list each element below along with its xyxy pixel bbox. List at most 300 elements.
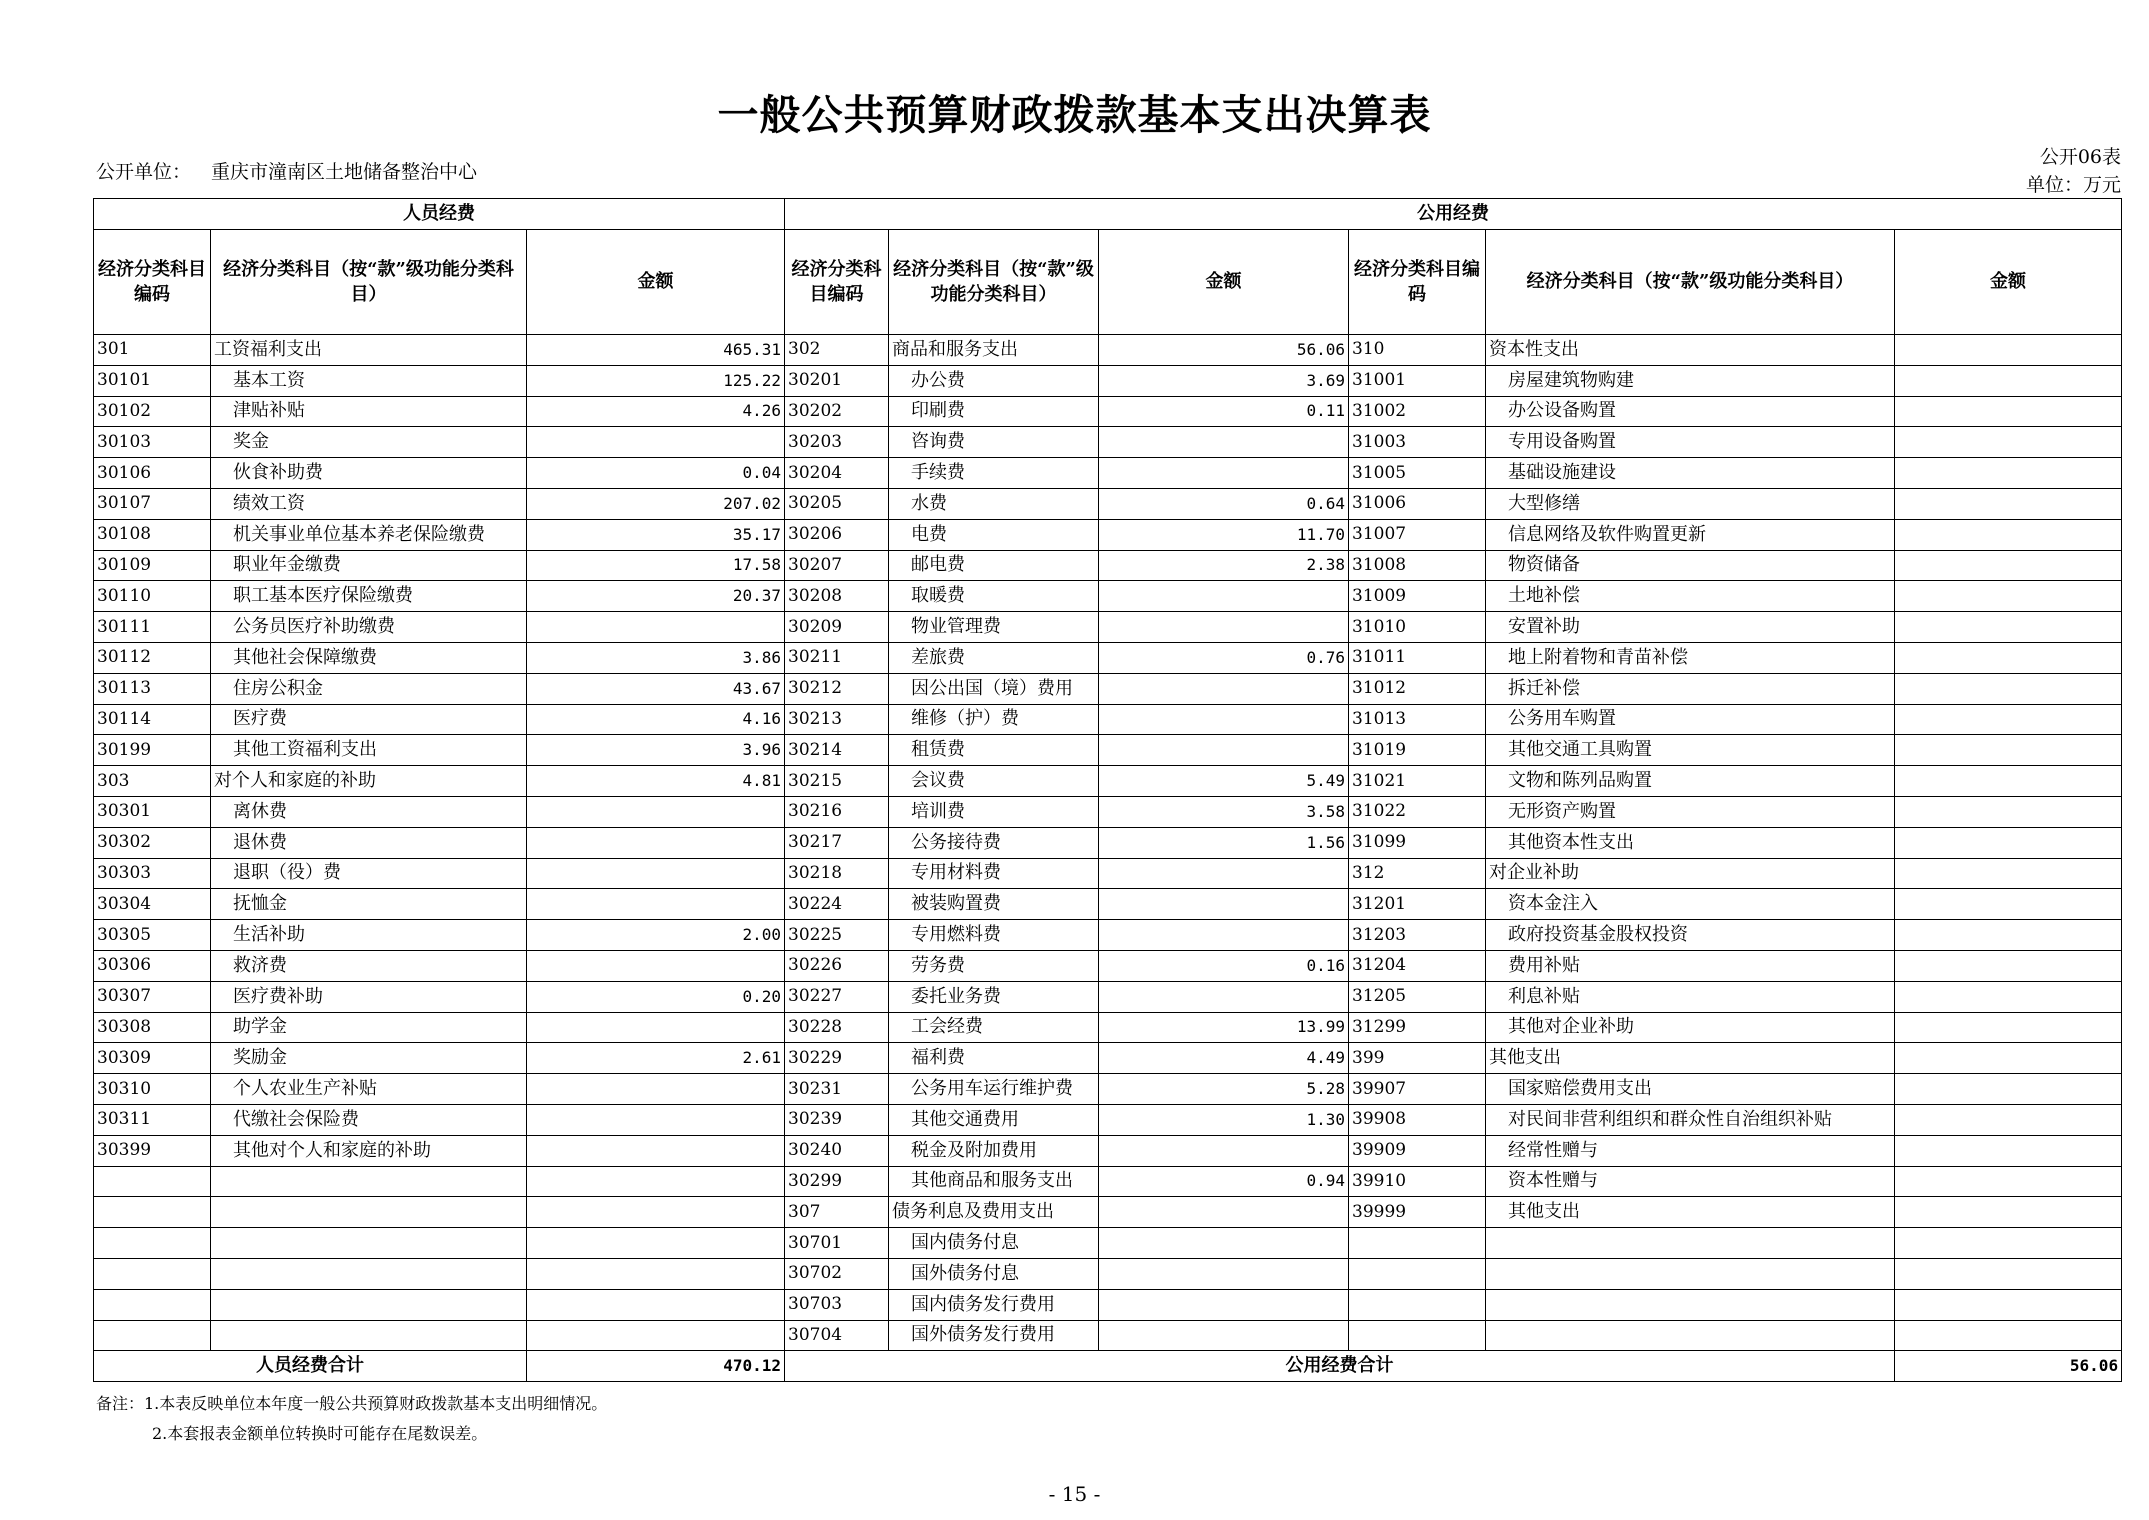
amount-cell: 3.96	[527, 735, 785, 766]
amount-cell	[1099, 889, 1349, 920]
code-cell: 30703	[785, 1289, 889, 1320]
amount-cell: 20.37	[527, 581, 785, 612]
amount-cell	[527, 1104, 785, 1135]
code-cell: 30303	[94, 858, 211, 889]
amount-cell	[1895, 1074, 2122, 1105]
amount-cell	[527, 612, 785, 643]
code-cell: 31008	[1349, 550, 1486, 581]
amount-cell	[1099, 1228, 1349, 1259]
code-cell: 30225	[785, 920, 889, 951]
name-cell: 物资储备	[1486, 550, 1895, 581]
header-code-1: 经济分类科目编码	[94, 230, 211, 335]
name-cell: 基本工资	[211, 365, 527, 396]
code-cell: 31002	[1349, 396, 1486, 427]
code-cell: 30310	[94, 1074, 211, 1105]
name-cell: 奖励金	[211, 1043, 527, 1074]
table-number: 公开06表	[2039, 146, 2121, 168]
code-cell: 303	[94, 766, 211, 797]
name-cell: 专用燃料费	[889, 920, 1099, 951]
code-cell: 31203	[1349, 920, 1486, 951]
page-number: - 15 -	[1048, 1482, 1101, 1506]
name-cell: 邮电费	[889, 550, 1099, 581]
name-cell: 津贴补贴	[211, 396, 527, 427]
name-cell: 政府投资基金股权投资	[1486, 920, 1895, 951]
code-cell: 30108	[94, 519, 211, 550]
code-cell	[1349, 1228, 1486, 1259]
code-cell	[1349, 1258, 1486, 1289]
header-name-3: 经济分类科目（按“款”级功能分类科目）	[1486, 230, 1895, 335]
code-cell: 30102	[94, 396, 211, 427]
table-row	[94, 458, 2122, 489]
code-cell: 39999	[1349, 1197, 1486, 1228]
code-cell	[94, 1228, 211, 1259]
name-cell: 文物和陈列品购置	[1486, 766, 1895, 797]
amount-cell	[1895, 1197, 2122, 1228]
amount-cell	[1895, 889, 2122, 920]
amount-cell	[527, 1197, 785, 1228]
expenditure-table	[93, 198, 2122, 1382]
amount-cell	[1895, 612, 2122, 643]
name-cell: 利息补贴	[1486, 981, 1895, 1012]
code-cell: 31013	[1349, 704, 1486, 735]
table-row	[94, 1135, 2122, 1166]
amount-cell	[1895, 1166, 2122, 1197]
name-cell: 退职（役）费	[211, 858, 527, 889]
code-cell: 30211	[785, 642, 889, 673]
code-cell: 30207	[785, 550, 889, 581]
code-cell: 302	[785, 335, 889, 366]
amount-cell	[527, 1289, 785, 1320]
amount-cell: 43.67	[527, 673, 785, 704]
table-row	[94, 796, 2122, 827]
code-cell: 39909	[1349, 1135, 1486, 1166]
name-cell: 其他对企业补助	[1486, 1012, 1895, 1043]
amount-cell	[527, 1012, 785, 1043]
table-row	[94, 488, 2122, 519]
amount-cell: 4.16	[527, 704, 785, 735]
table-row	[94, 889, 2122, 920]
amount-cell	[1895, 1104, 2122, 1135]
amount-cell: 5.28	[1099, 1074, 1349, 1105]
name-cell: 其他工资福利支出	[211, 735, 527, 766]
name-cell: 公务接待费	[889, 827, 1099, 858]
header-amount-2: 金额	[1099, 230, 1349, 335]
amount-cell: 0.16	[1099, 950, 1349, 981]
amount-cell	[1099, 1135, 1349, 1166]
amount-cell	[1895, 766, 2122, 797]
code-cell: 31099	[1349, 827, 1486, 858]
amount-cell	[1099, 735, 1349, 766]
name-cell: 专用材料费	[889, 858, 1099, 889]
name-cell: 国家赔偿费用支出	[1486, 1074, 1895, 1105]
amount-cell	[1895, 796, 2122, 827]
name-cell: 奖金	[211, 427, 527, 458]
group-public: 公用经费	[785, 199, 2122, 230]
code-cell: 301	[94, 335, 211, 366]
name-cell: 公务用车运行维护费	[889, 1074, 1099, 1105]
notes	[96, 1389, 607, 1449]
name-cell: 资本性支出	[1486, 335, 1895, 366]
code-cell: 31021	[1349, 766, 1486, 797]
code-cell: 31204	[1349, 950, 1486, 981]
name-cell: 咨询费	[889, 427, 1099, 458]
amount-cell	[527, 827, 785, 858]
name-cell: 个人农业生产补贴	[211, 1074, 527, 1105]
code-cell	[94, 1166, 211, 1197]
name-cell: 地上附着物和青苗补偿	[1486, 642, 1895, 673]
amount-cell: 0.64	[1099, 488, 1349, 519]
table-row	[94, 673, 2122, 704]
header-code-3: 经济分类科目编码	[1349, 230, 1486, 335]
amount-cell	[1895, 581, 2122, 612]
code-cell: 30227	[785, 981, 889, 1012]
code-cell	[94, 1320, 211, 1351]
header-amount-1: 金额	[527, 230, 785, 335]
name-cell: 职工基本医疗保险缴费	[211, 581, 527, 612]
code-cell: 307	[785, 1197, 889, 1228]
name-cell: 国内债务付息	[889, 1228, 1099, 1259]
table-row	[94, 858, 2122, 889]
header-name-1: 经济分类科目（按“款”级功能分类科目）	[211, 230, 527, 335]
name-cell: 职业年金缴费	[211, 550, 527, 581]
name-cell: 医疗费	[211, 704, 527, 735]
amount-cell	[1895, 1320, 2122, 1351]
code-cell: 30109	[94, 550, 211, 581]
amount-cell	[1895, 427, 2122, 458]
code-cell: 30229	[785, 1043, 889, 1074]
name-cell: 救济费	[211, 950, 527, 981]
name-cell: 其他交通费用	[889, 1104, 1099, 1135]
name-cell	[211, 1197, 527, 1228]
name-cell: 代缴社会保险费	[211, 1104, 527, 1135]
name-cell: 其他商品和服务支出	[889, 1166, 1099, 1197]
name-cell	[211, 1166, 527, 1197]
code-cell: 31299	[1349, 1012, 1486, 1043]
code-cell: 30302	[94, 827, 211, 858]
name-cell: 会议费	[889, 766, 1099, 797]
amount-cell	[1895, 704, 2122, 735]
table-row	[94, 766, 2122, 797]
code-cell: 30216	[785, 796, 889, 827]
table-row	[94, 1289, 2122, 1320]
amount-cell	[1895, 1135, 2122, 1166]
amount-cell	[1895, 1228, 2122, 1259]
amount-cell	[1895, 920, 2122, 951]
amount-cell	[527, 1258, 785, 1289]
table-row	[94, 612, 2122, 643]
money-unit: 单位：万元	[2025, 174, 2121, 196]
name-cell: 公务员医疗补助缴费	[211, 612, 527, 643]
code-cell: 30306	[94, 950, 211, 981]
header-name-2: 经济分类科目（按“款”级功能分类科目）	[889, 230, 1099, 335]
name-cell: 绩效工资	[211, 488, 527, 519]
code-cell: 30311	[94, 1104, 211, 1135]
table-row	[94, 735, 2122, 766]
amount-cell	[1099, 612, 1349, 643]
amount-cell	[527, 427, 785, 458]
amount-cell	[527, 950, 785, 981]
group-personnel: 人员经费	[94, 199, 785, 230]
amount-cell: 35.17	[527, 519, 785, 550]
name-cell: 退休费	[211, 827, 527, 858]
table-row	[94, 396, 2122, 427]
name-cell: 其他支出	[1486, 1197, 1895, 1228]
table-row	[94, 1320, 2122, 1351]
table-row	[94, 519, 2122, 550]
code-cell: 30212	[785, 673, 889, 704]
amount-cell	[1895, 950, 2122, 981]
amount-cell: 465.31	[527, 335, 785, 366]
name-cell: 委托业务费	[889, 981, 1099, 1012]
code-cell: 30305	[94, 920, 211, 951]
personnel-total-value: 470.12	[527, 1351, 785, 1382]
table-row	[94, 950, 2122, 981]
amount-cell	[1895, 1043, 2122, 1074]
name-cell: 培训费	[889, 796, 1099, 827]
name-cell	[211, 1258, 527, 1289]
amount-cell	[1895, 858, 2122, 889]
amount-cell	[1895, 365, 2122, 396]
name-cell	[1486, 1228, 1895, 1259]
amount-cell	[1099, 1289, 1349, 1320]
amount-cell	[1099, 1197, 1349, 1228]
amount-cell: 1.30	[1099, 1104, 1349, 1135]
name-cell	[1486, 1320, 1895, 1351]
amount-cell	[1099, 858, 1349, 889]
name-cell: 医疗费补助	[211, 981, 527, 1012]
amount-cell: 4.26	[527, 396, 785, 427]
table-row	[94, 827, 2122, 858]
note-2: 2.本套报表金额单位转换时可能存在尾数误差。	[152, 1424, 488, 1443]
amount-cell	[1895, 642, 2122, 673]
name-cell: 伙食补助费	[211, 458, 527, 489]
code-cell	[1349, 1320, 1486, 1351]
name-cell	[1486, 1258, 1895, 1289]
amount-cell: 0.20	[527, 981, 785, 1012]
amount-cell	[1099, 673, 1349, 704]
amount-cell	[1099, 1320, 1349, 1351]
name-cell: 税金及附加费用	[889, 1135, 1099, 1166]
code-cell: 30204	[785, 458, 889, 489]
name-cell: 国外债务付息	[889, 1258, 1099, 1289]
name-cell: 办公设备购置	[1486, 396, 1895, 427]
amount-cell	[1895, 458, 2122, 489]
code-cell: 310	[1349, 335, 1486, 366]
code-cell: 30209	[785, 612, 889, 643]
code-cell: 30304	[94, 889, 211, 920]
header-amount-3: 金额	[1895, 230, 2122, 335]
name-cell: 拆迁补偿	[1486, 673, 1895, 704]
table-row	[94, 642, 2122, 673]
code-cell: 31201	[1349, 889, 1486, 920]
name-cell: 印刷费	[889, 396, 1099, 427]
amount-cell	[1895, 550, 2122, 581]
name-cell: 被装购置费	[889, 889, 1099, 920]
code-cell: 30308	[94, 1012, 211, 1043]
name-cell: 工会经费	[889, 1012, 1099, 1043]
page-title: 一般公共预算财政拨款基本支出决算表	[717, 91, 1432, 139]
name-cell: 对企业补助	[1486, 858, 1895, 889]
code-cell: 30309	[94, 1043, 211, 1074]
code-cell: 30231	[785, 1074, 889, 1105]
reporting-unit	[96, 157, 497, 184]
name-cell: 国内债务发行费用	[889, 1289, 1099, 1320]
code-cell: 30103	[94, 427, 211, 458]
amount-cell	[1099, 704, 1349, 735]
name-cell: 其他对个人和家庭的补助	[211, 1135, 527, 1166]
code-cell: 30240	[785, 1135, 889, 1166]
code-cell: 30113	[94, 673, 211, 704]
reporting-unit-label: 公开单位：	[96, 161, 192, 183]
amount-cell	[527, 796, 785, 827]
table-row	[94, 981, 2122, 1012]
name-cell: 租赁费	[889, 735, 1099, 766]
code-cell: 31003	[1349, 427, 1486, 458]
code-cell: 30701	[785, 1228, 889, 1259]
code-cell: 30307	[94, 981, 211, 1012]
amount-cell	[1895, 1289, 2122, 1320]
name-cell: 劳务费	[889, 950, 1099, 981]
table-row	[94, 1197, 2122, 1228]
amount-cell: 11.70	[1099, 519, 1349, 550]
code-cell: 30702	[785, 1258, 889, 1289]
name-cell: 费用补贴	[1486, 950, 1895, 981]
name-cell: 生活补助	[211, 920, 527, 951]
amount-cell: 0.94	[1099, 1166, 1349, 1197]
code-cell	[94, 1289, 211, 1320]
amount-cell: 5.49	[1099, 766, 1349, 797]
column-header-row	[94, 230, 2122, 335]
amount-cell: 3.86	[527, 642, 785, 673]
amount-cell: 207.02	[527, 488, 785, 519]
amount-cell	[1099, 920, 1349, 951]
code-cell: 31007	[1349, 519, 1486, 550]
name-cell: 大型修缮	[1486, 488, 1895, 519]
code-cell: 312	[1349, 858, 1486, 889]
reporting-unit-name: 重庆市潼南区土地储备整治中心	[211, 161, 478, 183]
amount-cell	[527, 1074, 785, 1105]
code-cell: 30217	[785, 827, 889, 858]
code-cell: 30203	[785, 427, 889, 458]
amount-cell	[527, 1135, 785, 1166]
amount-cell	[1895, 335, 2122, 366]
code-cell: 30218	[785, 858, 889, 889]
code-cell: 31001	[1349, 365, 1486, 396]
amount-cell	[1099, 581, 1349, 612]
name-cell: 离休费	[211, 796, 527, 827]
name-cell: 住房公积金	[211, 673, 527, 704]
amount-cell	[1895, 519, 2122, 550]
name-cell: 水费	[889, 488, 1099, 519]
table-row	[94, 335, 2122, 366]
code-cell: 30399	[94, 1135, 211, 1166]
name-cell: 资本性赠与	[1486, 1166, 1895, 1197]
name-cell: 经常性赠与	[1486, 1135, 1895, 1166]
name-cell: 国外债务发行费用	[889, 1320, 1099, 1351]
code-cell: 31005	[1349, 458, 1486, 489]
amount-cell: 2.00	[527, 920, 785, 951]
code-cell: 30215	[785, 766, 889, 797]
code-cell: 30112	[94, 642, 211, 673]
name-cell: 办公费	[889, 365, 1099, 396]
personnel-total-label: 人员经费合计	[94, 1351, 527, 1382]
code-cell: 30704	[785, 1320, 889, 1351]
amount-cell	[527, 1320, 785, 1351]
amount-cell: 2.38	[1099, 550, 1349, 581]
amount-cell: 13.99	[1099, 1012, 1349, 1043]
amount-cell	[527, 889, 785, 920]
code-cell: 31012	[1349, 673, 1486, 704]
amount-cell	[1895, 735, 2122, 766]
code-cell: 30224	[785, 889, 889, 920]
code-cell: 30114	[94, 704, 211, 735]
name-cell: 工资福利支出	[211, 335, 527, 366]
name-cell: 土地补偿	[1486, 581, 1895, 612]
amount-cell: 4.81	[527, 766, 785, 797]
name-cell: 其他交通工具购置	[1486, 735, 1895, 766]
table-row	[94, 920, 2122, 951]
table-row	[94, 427, 2122, 458]
code-cell: 31022	[1349, 796, 1486, 827]
table-row	[94, 1228, 2122, 1259]
amount-cell: 17.58	[527, 550, 785, 581]
code-cell: 30239	[785, 1104, 889, 1135]
code-cell: 30299	[785, 1166, 889, 1197]
amount-cell	[527, 1166, 785, 1197]
name-cell: 债务利息及费用支出	[889, 1197, 1099, 1228]
amount-cell: 0.76	[1099, 642, 1349, 673]
public-total-label: 公用经费合计	[785, 1351, 1895, 1382]
code-cell	[1349, 1289, 1486, 1320]
code-cell: 30101	[94, 365, 211, 396]
name-cell	[1486, 1289, 1895, 1320]
group-header-row	[94, 199, 2122, 230]
public-total-value: 56.06	[1895, 1351, 2122, 1382]
amount-cell: 4.49	[1099, 1043, 1349, 1074]
table-row	[94, 704, 2122, 735]
name-cell: 对个人和家庭的补助	[211, 766, 527, 797]
code-cell: 31019	[1349, 735, 1486, 766]
amount-cell	[1895, 673, 2122, 704]
amount-cell	[527, 858, 785, 889]
amount-cell	[1895, 827, 2122, 858]
name-cell: 对民间非营利组织和群众性自治组织补贴	[1486, 1104, 1895, 1135]
amount-cell: 3.69	[1099, 365, 1349, 396]
amount-cell	[1895, 396, 2122, 427]
name-cell	[211, 1320, 527, 1351]
code-cell: 39910	[1349, 1166, 1486, 1197]
amount-cell: 0.11	[1099, 396, 1349, 427]
code-cell: 31205	[1349, 981, 1486, 1012]
amount-cell	[1895, 488, 2122, 519]
amount-cell	[1099, 981, 1349, 1012]
name-cell: 维修（护）费	[889, 704, 1099, 735]
code-cell: 30214	[785, 735, 889, 766]
code-cell	[94, 1258, 211, 1289]
name-cell: 抚恤金	[211, 889, 527, 920]
amount-cell	[1099, 1258, 1349, 1289]
name-cell: 机关事业单位基本养老保险缴费	[211, 519, 527, 550]
amount-cell	[1895, 1258, 2122, 1289]
table-row	[94, 1166, 2122, 1197]
code-cell: 30199	[94, 735, 211, 766]
code-cell: 30208	[785, 581, 889, 612]
code-cell: 30228	[785, 1012, 889, 1043]
amount-cell: 56.06	[1099, 335, 1349, 366]
code-cell: 30206	[785, 519, 889, 550]
header-code-2: 经济分类科目编码	[785, 230, 889, 335]
note-1: 备注：1.本表反映单位本年度一般公共预算财政拨款基本支出明细情况。	[96, 1394, 608, 1413]
